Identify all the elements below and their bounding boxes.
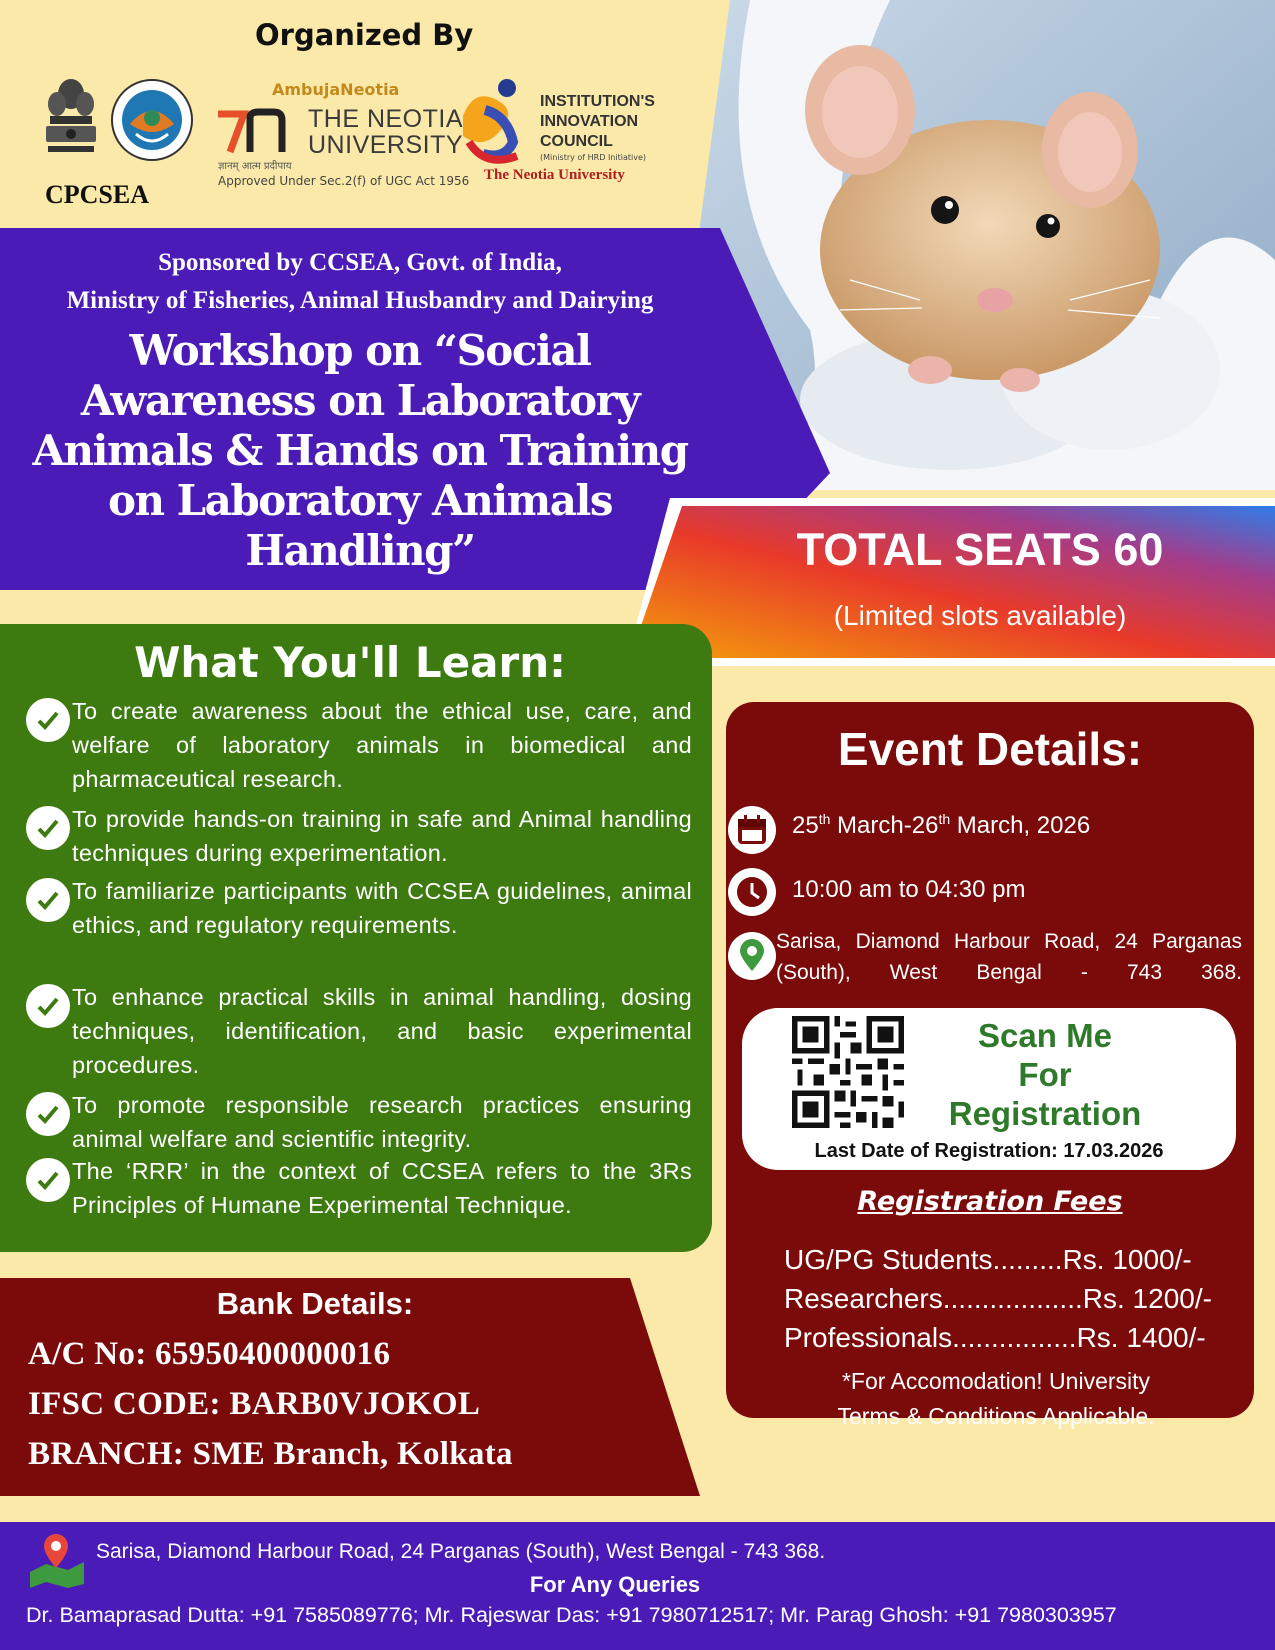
learn-item [26,874,692,942]
fee-row [784,1244,1192,1276]
check-icon [26,984,70,1028]
location-pin-icon [728,932,776,980]
learn-item [26,802,692,870]
national-emblem-icon [40,72,102,182]
neotia-name-line1: THE NEOTIA [308,105,464,133]
calendar-icon [728,806,776,854]
learn-item-text: To enhance practical skills in animal handling, dosing techniques, identification, and basic experimental procedures. [72,984,692,1078]
learn-heading: What You'll Learn: [134,638,566,687]
neotia-university-name [308,106,463,158]
neotia-brand-label: AmbujaNeotia [272,80,400,99]
sponsor-line1: Sponsored by CCSEA, Govt. of India, [158,249,562,276]
total-seats-heading: TOTAL SEATS 60 [796,524,1164,575]
sponsor-line2: Ministry of Fisheries, Animal Husbandry and Dairying [66,287,654,314]
title-line2: Awareness on Laboratory [80,376,640,425]
date-sup2: th [938,811,951,827]
bank-ifsc: IFSC CODE: BARB0VJOKOL [28,1386,481,1422]
last-registration-date: Last Date of Registration: 17.03.2026 [814,1140,1164,1162]
fee-label: Professionals................ [784,1322,1077,1353]
limited-slots-note: (Limited slots available) [833,600,1127,631]
learn-item-text: To promote responsible research practices ensuring animal welfare and scientific integrity. [72,1092,692,1152]
event-date [792,811,1090,840]
fee-row [784,1283,1212,1315]
iic-line3: COUNCIL [540,133,613,150]
date-day1: 25 [792,812,819,839]
check-icon [26,878,70,922]
learn-item [26,1154,692,1222]
iic-subtitle: (Ministry of HRD Initiative) [540,153,646,162]
fee-amount: Rs. 1400/- [1076,1322,1206,1353]
sponsor-text [20,244,700,320]
bank-branch: BRANCH: SME Branch, Kolkata [28,1436,513,1472]
cpcsea-label: CPCSEA [45,180,150,209]
footer-queries-heading: For Any Queries [529,1572,701,1597]
fee-label: UG/PG Students......... [784,1244,1063,1275]
learn-item [26,980,692,1082]
title-line5: Handling” [245,526,475,575]
neotia-tagline: ज्ञानम् आत्म प्रदीपाय [218,161,292,172]
organized-by-label: Organized By [255,18,474,52]
iic-line2: INNOVATION [540,113,639,130]
fees-heading: Registration Fees [857,1186,1123,1217]
check-icon [26,806,70,850]
neotia-logo-icon [216,108,290,154]
bank-account: A/C No: 65950400000016 [28,1336,391,1372]
check-icon [26,1158,70,1202]
cpcsea-logo-icon [110,78,194,162]
iic-name [540,92,655,152]
date-mid: March-26 [830,812,939,839]
title-line1: Workshop on “Social [129,326,591,375]
scan-line2: For [1018,1056,1072,1093]
fee-amount: Rs. 1000/- [1062,1244,1192,1275]
accommodation-line1: *For Accomodation! University [841,1368,1151,1394]
accommodation-note [746,1364,1246,1434]
learn-item-text: To familiarize participants with CCSEA guidelines, animal ethics, and regulatory requirements. [72,878,692,938]
neotia-approval-note: Approved Under Sec.2(f) of UGC Act 1956 [218,174,470,188]
neotia-name-line2: UNIVERSITY [308,131,464,159]
event-time: 10:00 am to 04:30 pm [792,876,1026,903]
iic-logo-icon [455,76,535,178]
scan-line3: Registration [948,1095,1142,1132]
scan-line1: Scan Me [978,1017,1112,1054]
event-heading: Event Details: [837,723,1143,775]
learn-item-text: To provide hands-on training in safe and Animal handling techniques during experimentation. [72,806,692,866]
qr-code-icon[interactable] [792,1016,904,1128]
iic-university-label: The Neotia University [484,167,625,183]
workshop-title [20,326,700,576]
fee-row [784,1322,1206,1354]
clock-icon [728,868,776,916]
fee-label: Researchers.................. [784,1283,1083,1314]
footer-contacts: Dr. Bamaprasad Dutta: +91 7585089776; Mr. Rajeswar Das: +91 7980712517; Mr. Parag Ghosh: +91 7980303957 [26,1603,1117,1627]
fee-amount: Rs. 1200/- [1082,1283,1212,1314]
event-venue: Sarisa, Diamond Harbour Road, 24 Parganas (South), West Bengal - 743 368. [776,930,1242,984]
bank-heading: Bank Details: [216,1286,414,1321]
learn-item-text: To create awareness about the ethical use, care, and welfare of laboratory animals in biomedical and pharmaceutical research. [72,698,692,792]
iic-line1: INSTITUTION'S [540,93,655,110]
scan-for-registration [920,1016,1170,1133]
date-sup1: th [818,811,831,827]
accommodation-line2: Terms & Conditions Applicable. [837,1403,1155,1429]
learn-item [26,1088,692,1156]
title-line3: Animals & Hands on Training [32,426,688,475]
learn-item [26,694,692,796]
date-end: March, 2026 [950,812,1091,839]
learn-item-text: The ‘RRR’ in the context of CCSEA refers to the 3Rs Principles of Humane Experimental Technique. [72,1158,692,1218]
check-icon [26,698,70,742]
check-icon [26,1092,70,1136]
title-line4: on Laboratory Animals [107,476,613,525]
footer-address: Sarisa, Diamond Harbour Road, 24 Parganas (South), West Bengal - 743 368. [96,1540,826,1563]
